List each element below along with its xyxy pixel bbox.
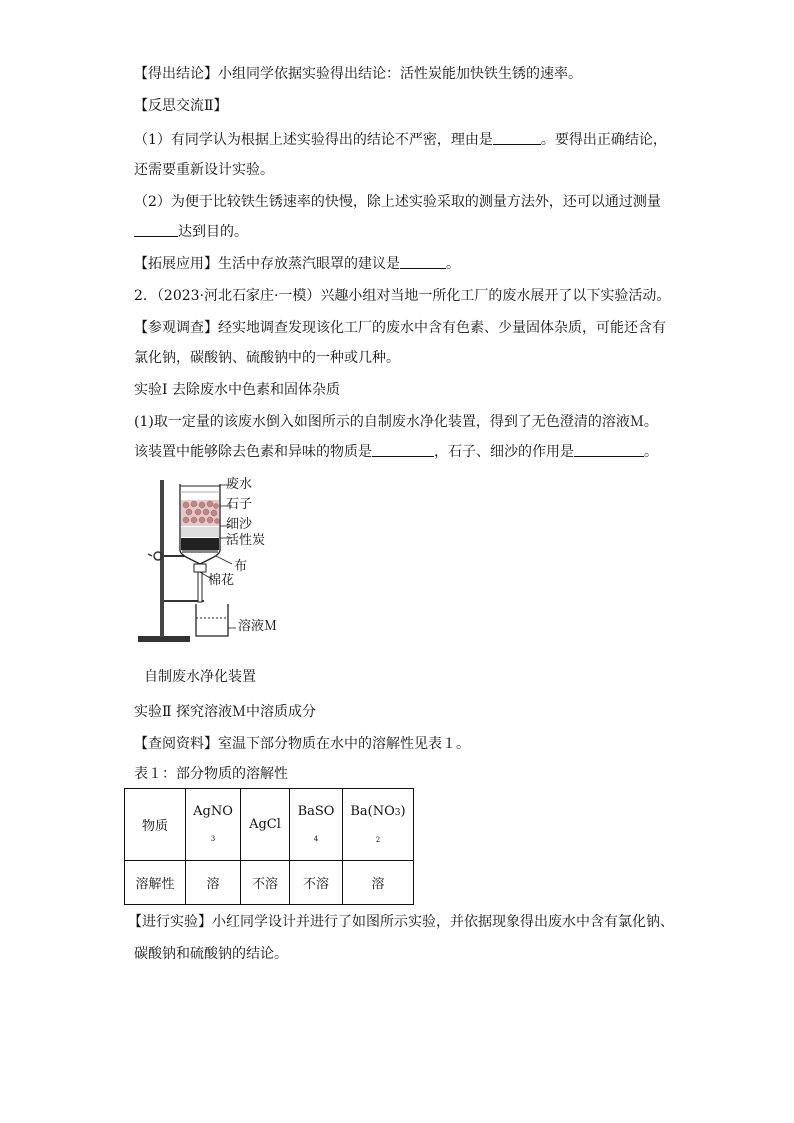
survey-text: 经实地调查发现该化工厂的废水中含有色素、少量固体杂质，可能还含有 — [218, 320, 666, 336]
conclusion-tag: 【得出结论】 — [134, 66, 218, 82]
table-cell-compound — [343, 789, 414, 861]
table-cell-value: 不溶 — [290, 861, 343, 905]
experiment-1-text-mid: ，石子、细沙的作用是 — [434, 444, 574, 460]
table-cell-value: 不溶 — [241, 861, 290, 905]
compound-formula: AgCl — [249, 816, 281, 832]
label-stones: 石子 — [226, 497, 253, 512]
conduct-line-2: 碳酸钠和硫酸钠的结论。 — [134, 946, 288, 962]
water-purifier-figure — [138, 476, 298, 654]
table-cell-compound — [241, 789, 290, 861]
table-row-label: 溶解性 — [125, 861, 186, 905]
compound-formula: BaSO — [297, 804, 335, 819]
experiment-1-text: 该装置中能够除去色素和异味的物质是 — [134, 444, 372, 460]
problem-2-heading — [134, 286, 670, 306]
apply-tag: 【拓展应用】 — [134, 256, 218, 272]
experiment-2-title: 实验Ⅱ 探究溶液Ｍ中溶质成分 — [134, 704, 316, 720]
table-row — [125, 861, 414, 905]
table-cell-compound — [290, 789, 343, 861]
survey-line-2: 氯化钠，碳酸钠、硫酸钠中的一种或几种。 — [134, 350, 400, 366]
apply-text: 生活中存放蒸汽眼罩的建议是 — [218, 256, 400, 272]
experiment-1-line-2 — [134, 442, 658, 462]
answer-blank[interactable] — [574, 442, 644, 457]
reference-paragraph — [134, 734, 470, 754]
label-waste-water: 废水 — [226, 477, 253, 492]
figure-caption: 自制废水净化装置 — [144, 669, 256, 685]
table-cell-compound — [186, 789, 241, 861]
compound-formula: AgNO — [193, 804, 233, 819]
experiment-1-text-end: 。 — [644, 444, 658, 460]
answer-blank[interactable] — [134, 222, 178, 237]
compound-inner-subscript: 3 — [394, 807, 401, 818]
reflect-heading: 【反思交流Ⅱ】 — [134, 98, 228, 114]
compound-subscript: 4 — [313, 835, 319, 843]
apply-text-end: 。 — [446, 256, 460, 272]
table-row — [125, 789, 414, 861]
compound-formula: Ba(NO — [350, 803, 395, 819]
table-cell-value: 溶 — [186, 861, 241, 905]
conduct-text: 小红同学设计并进行了如图所示实验，并依据现象得出废水中含有氯化钠、 — [212, 914, 674, 930]
conclusion-text: 小组同学依据实验得出结论：活性炭能加快铁生锈的速率。 — [218, 66, 582, 82]
experiment-1-line-1: (1)取一定量的该废水倒入如图所示的自制废水净化装置，得到了无色澄清的溶液Ｍ。 — [134, 414, 658, 430]
problem-text: 兴趣小组对当地一所化工厂的废水展开了以下实验活动。 — [320, 288, 671, 304]
solubility-table — [124, 788, 414, 905]
reference-text: 室温下部分物质在水中的溶解性见表１。 — [218, 736, 470, 752]
question-1-line-1 — [134, 130, 667, 150]
question-1-line-2: 还需要重新设计实验。 — [134, 162, 274, 178]
question-1-text-end: 。要得出正确结论， — [540, 132, 667, 148]
experiment-1-title: 实验Ⅰ 去除废水中色素和固体杂质 — [134, 382, 340, 398]
problem-number: 2．（2023·河北石家庄·一模） — [134, 288, 321, 304]
conclusion-paragraph — [134, 64, 582, 84]
label-fine-sand: 细沙 — [226, 517, 253, 532]
answer-blank[interactable] — [400, 254, 446, 269]
question-1-text: （1）有同学认为根据上述实验得出的结论不严密，理由是 — [134, 132, 493, 148]
label-cotton: 棉花 — [208, 573, 235, 588]
compound-subscript: 3 — [210, 835, 216, 843]
table-header-label: 物质 — [125, 789, 186, 861]
table-cell-value: 溶 — [343, 861, 414, 905]
question-2-line-1: （2）为便于比较铁生锈速率的快慢，除上述实验采取的测量方法外，还可以通过测量 — [134, 194, 661, 210]
label-cloth: 布 — [234, 559, 248, 574]
question-2-line-2 — [134, 222, 248, 242]
conduct-tag: 【进行实验】 — [128, 914, 212, 930]
apply-paragraph — [134, 254, 460, 274]
compound-formula-tail: ) — [400, 803, 406, 819]
label-activated-carbon: 活性炭 — [226, 533, 266, 548]
compound-subscript: 2 — [375, 835, 381, 844]
label-solution-m: 溶液Ｍ — [238, 619, 278, 634]
survey-line-1 — [134, 318, 666, 338]
table-caption: 表１：部分物质的溶解性 — [134, 766, 288, 782]
question-2-text-end: 达到目的。 — [178, 224, 248, 240]
conduct-line-1 — [128, 912, 674, 932]
answer-blank[interactable] — [372, 442, 434, 457]
survey-tag: 【参观调查】 — [134, 320, 218, 336]
answer-blank[interactable] — [493, 130, 541, 145]
reference-tag: 【查阅资料】 — [134, 736, 218, 752]
